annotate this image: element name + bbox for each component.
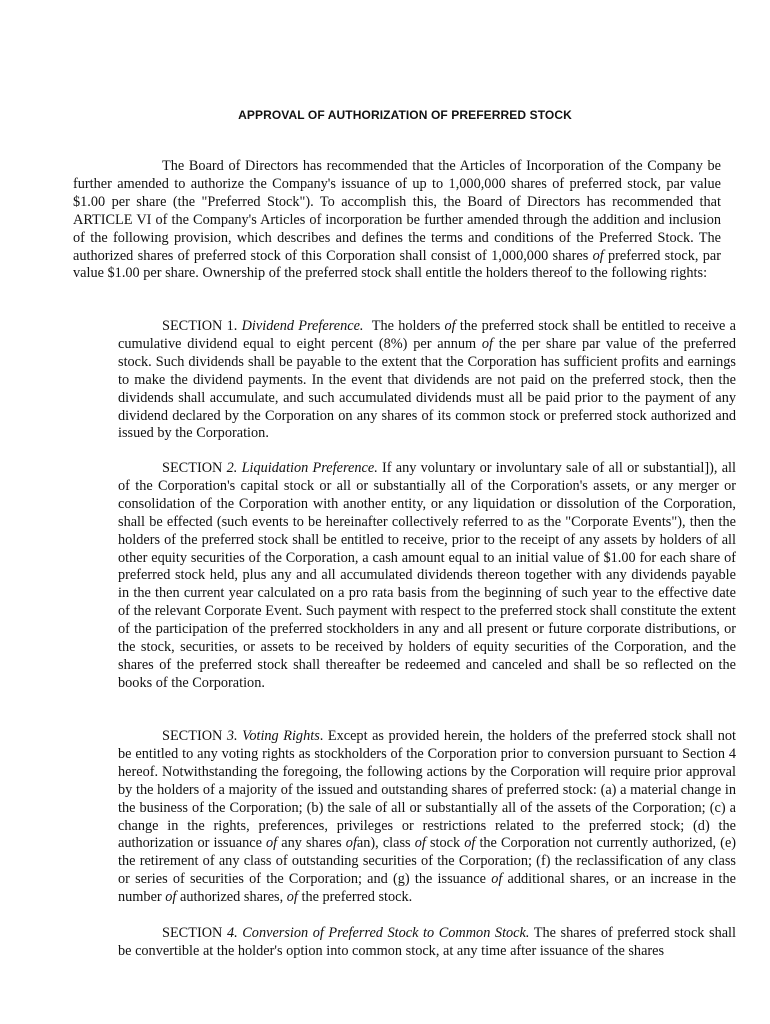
section-1-label: SECTION bbox=[162, 318, 223, 334]
section-1-text-b: the preferred stock shall be entitled to receive a cumulative dividend equal to eight percent (8%) per annum bbox=[118, 318, 736, 352]
intro-text-end: preferred stock, par value $1.00 per share. Ownership of the preferred stock shall entitle the holders thereof to the following rights: bbox=[73, 247, 721, 282]
section-3-text-a: . Except as provided herein, the holders of the preferred stock shall not be entitled to any voting rights as stockholders of the Corporation prior to conversion pursuant to Section 4 hereof. Notwithstanding the foregoing, the following actions by the Corporation will require prior approval by the holders of a majority of the issued and outstanding shares of preferred stock: (a) a material change in the business of the Corporation; (b) the sale of all or substantially all of the assets of the Corporation; (c) a change in the rights, preferences, privileges or restrictions related to the preferred stock; (d) the authorization or issuance bbox=[118, 728, 737, 852]
section-3-label: SECTION bbox=[162, 728, 223, 744]
section-3-of-1: of bbox=[266, 835, 278, 852]
section-2-number: 2. bbox=[226, 460, 238, 476]
section-4-text: The shares of preferred stock shall be convertible at the holder's option into common stock, at any time after issuance of the shares bbox=[118, 925, 737, 959]
section-1-text-a: The holders bbox=[371, 318, 441, 334]
section-4-label: SECTION bbox=[162, 925, 223, 941]
section-1-number: 1. bbox=[226, 318, 238, 334]
section-1-paragraph bbox=[118, 318, 736, 443]
section-1-of-2: of bbox=[481, 335, 494, 352]
section-3-text-d: stock bbox=[429, 835, 461, 852]
section-3-of-6: of bbox=[165, 889, 177, 906]
section-3-text-b: any shares bbox=[281, 835, 342, 852]
section-4-number: 4. bbox=[226, 925, 238, 941]
section-3-of-3: of bbox=[414, 835, 426, 852]
section-3-text-h: the preferred stock. bbox=[301, 889, 413, 906]
intro-text: The Board of Directors has recommended that the Articles of Incorporation of the Company be further amended to authorize the Company's issuance of up to 1,000,000 shares of preferred stock, par value $1.00 per share (the "Preferred Stock"). To accomplish this, the Board of Directors has recommended that ARTICLE VI of the Company's Articles of incorporation be further amended through the addition and inclusion of the following provision, which describes and defines the terms and conditions of the Preferred Stock. The authorized shares of preferred stock of this Corporation shall consist of 1,000,000 shares bbox=[73, 158, 721, 264]
section-3-paragraph bbox=[118, 728, 736, 907]
intro-of: of bbox=[592, 247, 604, 264]
section-3-of-4: of bbox=[464, 835, 476, 852]
section-3-text-c: an), class bbox=[356, 835, 411, 852]
section-3-text-e: the Corporation not currently authorized, (e) the retirement of any class of outstanding securities of the Corporation; (f) the reclassification of any class or series of securities of the Corporation; and (g) the issuance bbox=[118, 835, 737, 888]
section-2-text: If any voluntary or involuntary sale of all or substantial]), all of the Corporation's capital stock or all or substantially all of the Corporation's assets, or any merger or consolidation of the Corporation with another entity, or any liquidation or dissolution of the Corporation, shall be effected (such events to be hereinafter collectively referred to as the "Corporate Events"), then the holders of the preferred stock shall be entitled to receive, prior to the receipt of any assets by holders of all other equity securities of the Corporation, a cash amount equal to an initial value of $1.00 for each share of preferred stock held, plus any and all accumulated dividends thereon together with any dividends payable in the then current year calculated on a pro rata basis from the beginning of such year to the effective date of the relevant Corporate Event. Such payment with respect to the preferred stock shall constitute the extent of the participation of the preferred stockholders in any and all present or future corporate distributions, or the stock, securities, or assets to be received by holders of equity securities of the Corporation, and the shares of the preferred stock shall thereafter be redeemed and canceled and shall be so reflected on the books of the Corporation. bbox=[118, 460, 736, 691]
section-3-of-7: of bbox=[286, 889, 298, 906]
section-1-heading: Dividend Preference. bbox=[241, 318, 364, 334]
section-3-of-2: of bbox=[345, 835, 357, 852]
section-2-paragraph bbox=[118, 460, 736, 693]
section-2-heading: Liquidation Preference. bbox=[241, 460, 378, 476]
section-3-text-f: additional shares, or an increase in the number bbox=[118, 871, 736, 906]
section-4-paragraph bbox=[118, 925, 736, 961]
section-3-text-g: authorized shares, bbox=[179, 889, 284, 906]
section-4-heading: Conversion of Preferred Stock to Common Stock. bbox=[242, 925, 530, 941]
section-3-number: 3. bbox=[226, 728, 238, 744]
document-title: APPROVAL OF AUTHORIZATION OF PREFERRED STOCK bbox=[238, 108, 572, 122]
intro-paragraph bbox=[73, 158, 721, 283]
section-3-of-5: of bbox=[491, 871, 503, 888]
section-3-heading: Voting Rights bbox=[242, 728, 320, 744]
section-2-label: SECTION bbox=[162, 460, 223, 476]
section-1-text-c: the per share par value of the preferred stock. Such dividends shall be payable to the extent that the Corporation has sufficient profits and earnings to make the dividend payments. In the event that dividends are not paid on the preferred stock, then the dividends shall accumulate, and such accumulated dividends must all be paid prior to the payment of any dividend declared by the Corporation on any shares of its common stock or preferred stock authorized and issued by the Corporation. bbox=[118, 335, 736, 442]
section-1-of-1: of bbox=[444, 318, 456, 334]
